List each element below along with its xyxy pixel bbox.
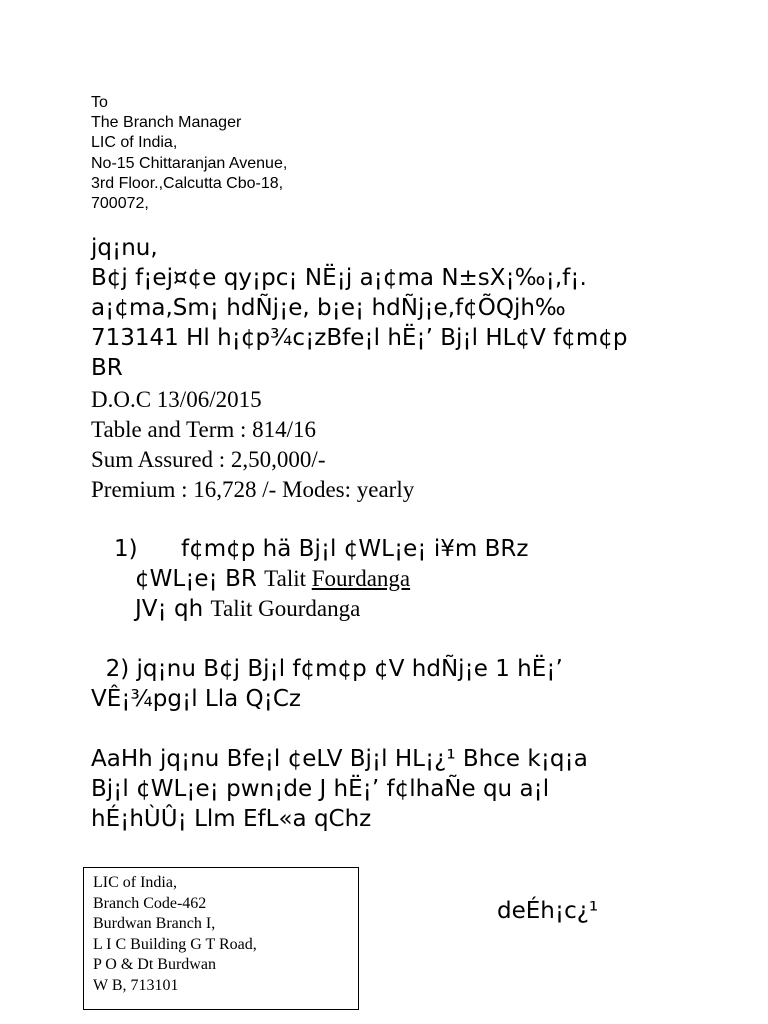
- signature-label: deÉh¡c¿¹: [497, 898, 599, 924]
- policy-sum-assured: Sum Assured : 2,50,000/-: [91, 447, 326, 472]
- list-item-1-correct-address: [135, 594, 360, 624]
- policy-premium: Premium : 16,728 /- Modes: yearly: [91, 477, 415, 502]
- address-line: The Branch Manager: [91, 114, 242, 132]
- branch-line: P O & Dt Burdwan: [93, 956, 216, 974]
- branch-line: Branch Code-462: [93, 894, 207, 912]
- closing-line: Bj¡l ¢WL¡e¡ pwn¡de J hË¡’ f¢lhaÑe qu a¡l: [91, 776, 550, 802]
- branch-line: LIC of India,: [93, 874, 177, 891]
- branch-line: Burdwan Branch I,: [93, 915, 216, 933]
- recipient-address: [91, 93, 287, 214]
- branch-line: L I C Building G T Road,: [93, 935, 257, 953]
- list-item-text: VÊ¡¾pg¡l Lla Q¡Cz: [91, 686, 301, 712]
- list-item-number: 1): [114, 536, 138, 562]
- policy-table-term: Table and Term : 814/16: [91, 417, 317, 442]
- current-place-first: Talit: [264, 566, 312, 591]
- address-line: No-15 Chittaranjan Avenue,: [91, 154, 288, 172]
- list-item-text: f¢m¢p hä Bj¡l ¢WL¡e¡ i¥m BRz: [181, 536, 529, 562]
- salutation: jq¡nu,: [91, 235, 158, 261]
- intro-line: B¢j f¡ej¤¢e qy¡pc¡ NË¡j a¡¢ma N±sX¡‰¡,f¡.: [91, 265, 587, 291]
- policy-details: [91, 385, 414, 505]
- list-item-1: [114, 534, 528, 564]
- list-item-text: 2) jq¡nu B¢j Bj¡l f¢m¢p ¢V hdÑj¡e 1 hË¡’: [91, 656, 563, 682]
- closing-line: AaHh jq¡nu Bfe¡l ¢eLV Bj¡l HL¡¿¹ Bhce k¡q¡a: [91, 746, 588, 772]
- list-item-2: [91, 654, 563, 714]
- list-item-text: JV¡ qh: [135, 596, 211, 622]
- list-item-text: ¢WL¡e¡ BR: [135, 566, 265, 592]
- address-line: To: [91, 94, 108, 111]
- branch-line: W B, 713101: [93, 976, 179, 994]
- correct-place: Talit Gourdanga: [210, 596, 361, 621]
- list-item-1-current-address: [135, 564, 410, 594]
- intro-line: BR: [91, 355, 123, 381]
- address-line: 700072,: [91, 195, 149, 213]
- closing-line: hÉ¡hÙÛ¡ Llm EfL«a qChz: [91, 806, 372, 832]
- intro-line: 713141 Hl h¡¢p¾c¡zBfe¡l hË¡’ Bj¡l HL¢V f¢m¢p: [91, 325, 628, 351]
- current-place-second: Fourdanga: [311, 566, 411, 591]
- address-line: 3rd Floor.,Calcutta Cbo-18,: [91, 174, 284, 192]
- closing-paragraph: [91, 744, 588, 834]
- intro-line: a¡¢ma,Sm¡ hdÑj¡e, b¡e¡ hdÑj¡e,f¢ÕQjh‰: [91, 295, 566, 321]
- intro-paragraph: [91, 233, 628, 383]
- address-line: LIC of India,: [91, 134, 178, 152]
- branch-address-box: [83, 867, 359, 1010]
- policy-doc-date: D.O.C 13/06/2015: [91, 387, 262, 412]
